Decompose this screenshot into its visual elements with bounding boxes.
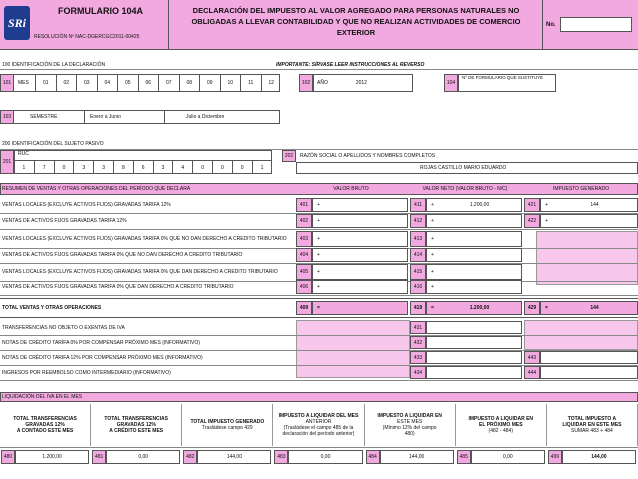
anio-value[interactable]: 2012 <box>355 80 367 86</box>
liq-value[interactable]: 144,00 <box>380 450 454 464</box>
row-label: VENTAS DE ACTIVOS FIJOS GRAVADAS TARIFA 0% QUE DAN DERECHO A CREDITO TRIBUTARIO <box>2 284 234 290</box>
code-201: 201 <box>0 150 14 174</box>
other-code: 433 <box>410 351 426 364</box>
liq-value[interactable]: 1.200,00 <box>15 450 89 464</box>
substitute-box[interactable] <box>458 74 556 92</box>
ruc-digit[interactable]: 3 <box>93 160 113 174</box>
other-label: NOTAS DE CRÉDITO TARIFA 12% POR COMPENSAR PRÓXIMO MES (INFORMATIVO) <box>2 354 203 361</box>
month-05[interactable]: 05 <box>117 74 138 92</box>
row-code: 405 <box>296 264 312 280</box>
liq-header-line: GRAVADAS 12% <box>116 422 156 428</box>
liq-header-line: LIQUIDAR EN ESTE MES <box>562 422 622 428</box>
row-code: 401 <box>296 198 312 212</box>
liq-header-line: IMPUESTO A LIQUIDAR EN <box>468 416 534 422</box>
ruc-digit[interactable]: 3 <box>153 160 173 174</box>
liq-header-band <box>0 392 638 402</box>
other-code: 434 <box>410 366 426 379</box>
ruc-digit[interactable]: 0 <box>212 160 232 174</box>
liq-header-line: (Trasládese el campo 485 de la <box>283 425 354 431</box>
month-09[interactable]: 09 <box>199 74 220 92</box>
semestre-label: SEMESTRE <box>30 114 58 120</box>
row-code: 412 <box>410 214 426 228</box>
row-imp-value[interactable]: 144 <box>552 198 638 212</box>
total-code: 419 <box>410 301 426 315</box>
row-label: VENTAS DE ACTIVOS FIJOS GRAVADAS TARIFA 12% <box>2 218 127 224</box>
liq-header-line: IMPUESTO A LIQUIDAR DEL MES <box>278 413 359 419</box>
row-bruto-sign[interactable]: + <box>312 248 408 262</box>
month-01[interactable]: 01 <box>35 74 56 92</box>
liq-header-col <box>547 404 638 446</box>
header-divider-2 <box>542 0 543 50</box>
liq-header-col <box>456 404 547 446</box>
row-imp-value[interactable] <box>552 214 638 228</box>
other-label: INGRESOS POR REEMBOLSO COMO INTERMEDIARIO (INFORMATIVO) <box>2 369 171 376</box>
row-bruto-sign[interactable]: + <box>312 198 408 212</box>
ruc-digit[interactable]: 3 <box>73 160 93 174</box>
liq-code: 499 <box>548 450 562 464</box>
anio-box <box>313 74 413 92</box>
row-imp-sign[interactable]: + <box>540 198 552 212</box>
other-imp-value[interactable] <box>540 366 638 379</box>
sri-logo-text: SRi <box>7 15 26 30</box>
row-code: 421 <box>524 198 540 212</box>
liq-header-line: EL PRÓXIMO MES <box>479 422 523 428</box>
total-label: TOTAL VENTAS Y OTRAS OPERACIONES <box>2 305 102 311</box>
no-input[interactable] <box>560 17 632 32</box>
col-impuesto: IMPUESTO GENERADO <box>552 186 610 192</box>
liq-header-line: Trasládese campo 429 <box>202 425 253 431</box>
liq-header-col <box>0 404 91 446</box>
code-102: 102 <box>299 74 313 92</box>
liq-header-line: A CONTADO ESTE MES <box>16 428 74 434</box>
code-103: 103 <box>0 110 14 124</box>
row-code: 404 <box>296 248 312 262</box>
row-neto-sign[interactable]: + <box>426 280 438 294</box>
other-value[interactable] <box>426 366 522 379</box>
total-code: 429 <box>524 301 540 315</box>
form-title: FORMULARIO 104A <box>58 6 144 16</box>
ruc-digit[interactable]: 4 <box>172 160 192 174</box>
liq-header-line: declaración del período anterior) <box>282 431 355 437</box>
other-label: NOTAS DE CRÉDITO TARIFA 0% POR COMPENSAR PRÓXIMO MES (INFORMATIVO) <box>2 339 200 346</box>
total-line-top <box>0 298 638 299</box>
liq-header-line: A CRÉDITO ESTE MES <box>109 428 164 434</box>
liq-header-col <box>365 404 456 446</box>
total-neto-value[interactable]: 1.200,00 <box>438 301 522 315</box>
row-neto-value[interactable] <box>438 280 522 294</box>
liq-code: 483 <box>274 450 288 464</box>
ruc-digit[interactable]: 7 <box>34 160 54 174</box>
ruc-digit[interactable]: 0 <box>232 160 252 174</box>
liq-value[interactable]: 144,00 <box>562 450 636 464</box>
row-bruto-sign[interactable]: + <box>312 214 408 228</box>
liq-value[interactable]: 0,00 <box>471 450 545 464</box>
liq-code: 480 <box>1 450 15 464</box>
month-06[interactable]: 06 <box>138 74 159 92</box>
liq-bottom-line <box>0 447 638 448</box>
liq-value[interactable]: 0,00 <box>288 450 362 464</box>
row-neto-value[interactable]: 1.200,00 <box>438 198 522 212</box>
sales-title: RESUMEN DE VENTAS Y OTRAS OPERACIONES DEL PERÍODO QUE DECLARA <box>2 186 191 192</box>
row-label: VENTAS LOCALES (EXCLUYE ACTIVOS FIJOS) GRAVADAS TARIFA 12% <box>2 202 171 208</box>
sri-logo <box>4 6 30 40</box>
liq-header-line: TOTAL IMPUESTO GENERADO <box>190 419 265 425</box>
pink-block-bruto <box>296 320 410 378</box>
month-08[interactable]: 08 <box>179 74 200 92</box>
other-value[interactable] <box>426 336 522 349</box>
other-value[interactable] <box>426 321 522 334</box>
liq-value[interactable]: 144,00 <box>197 450 271 464</box>
other-imp-value[interactable] <box>540 351 638 364</box>
liq-code: 484 <box>366 450 380 464</box>
row-neto-value[interactable] <box>438 231 522 247</box>
total-neto-sign[interactable]: = <box>426 301 438 315</box>
sec100-title: 100 IDENTIFICACIÓN DE LA DECLARACIÓN <box>2 62 106 68</box>
row-neto-sign[interactable]: + <box>426 248 438 262</box>
liq-header-col <box>273 404 364 446</box>
ruc-digit[interactable]: 8 <box>113 160 133 174</box>
sem-enero[interactable]: Enero a Junio <box>90 114 121 120</box>
sec200-title: 200 IDENTIFICACIÓN DEL SUJETO PASIVO <box>2 141 104 147</box>
row-neto-value[interactable] <box>438 264 522 280</box>
header-divider <box>168 0 169 50</box>
liq-header-line: ANTERIOR <box>305 419 332 425</box>
sem-divider-1 <box>84 110 85 124</box>
row-code: 406 <box>296 280 312 294</box>
row-code: 413 <box>410 231 426 247</box>
row-neto-value[interactable] <box>438 214 522 228</box>
total-bruto-sign[interactable]: = <box>312 301 408 315</box>
ruc-digit[interactable]: 1 <box>14 160 34 174</box>
mes-label: MES <box>18 80 29 86</box>
resolution-text: RESOLUCIÓN Nº NAC-DGERCGC2011-00425 <box>34 34 140 40</box>
code-101: 101 <box>0 74 14 92</box>
pink-block-impuesto <box>536 231 638 285</box>
sem-julio[interactable]: Julio a Diciembre <box>186 114 225 120</box>
row-neto-sign[interactable]: + <box>426 264 438 280</box>
row-label: VENTAS LOCALES (EXCLUYE ACTIVOS FIJOS) GRAVADAS TARIFA 0% QUE DAN DERECHO A CREDITO TRIBUTARIO <box>2 269 278 275</box>
liq-header-line: (482 - 484) <box>488 428 513 434</box>
month-12[interactable]: 12 <box>261 74 282 92</box>
month-10[interactable]: 10 <box>220 74 241 92</box>
month-02[interactable]: 02 <box>56 74 77 92</box>
ruc-digit[interactable]: 0 <box>192 160 212 174</box>
total-imp-value[interactable]: 144 <box>552 301 638 315</box>
row-code: 422 <box>524 214 540 228</box>
declaration-title: DECLARACIÓN DEL IMPUESTO AL VALOR AGREGADO PARA PERSONAS NATURALES NO OBLIGADAS A LLEVAR CONTABILIDAD Y QUE NO REALIZAN ACTIVIDADES DE COMERCIO EXTERIOR <box>191 6 521 37</box>
liq-header-col <box>182 404 273 446</box>
row-code: 415 <box>410 264 426 280</box>
liq-header-col <box>91 404 182 446</box>
other-code: 443 <box>524 351 540 364</box>
row-neto-sign[interactable]: + <box>426 198 438 212</box>
liq-code: 481 <box>92 450 106 464</box>
anio-label: AÑO <box>317 80 328 86</box>
razon-value[interactable]: ROJAS CASTILLO MARIO EDUARDO <box>420 165 507 171</box>
ruc-label: RUC <box>18 151 29 157</box>
other-code: 432 <box>410 336 426 349</box>
total-imp-sign[interactable]: = <box>540 301 552 315</box>
liq-header-line: 480) <box>404 431 415 437</box>
liq-header-line: TOTAL TRANSFERENCIAS <box>104 416 169 422</box>
liq-header-line: ESTE MES <box>396 419 423 425</box>
row-line <box>0 295 638 296</box>
total-code: 409 <box>296 301 312 315</box>
sem-divider-2 <box>164 110 165 124</box>
no-label: No. <box>546 22 556 28</box>
sec100-line <box>0 69 638 70</box>
month-03[interactable]: 03 <box>76 74 97 92</box>
liq-header-line: TOTAL IMPUESTO A <box>567 416 617 422</box>
liq-header-line: (Mínimo 12% del campo <box>382 425 437 431</box>
row-bruto-sign[interactable]: + <box>312 280 408 294</box>
row-imp-sign[interactable]: + <box>540 214 552 228</box>
row-neto-sign[interactable]: + <box>426 214 438 228</box>
liq-header-line: IMPUESTO A LIQUIDAR EN <box>377 413 442 419</box>
liq-header-line: GRAVADAS 12% <box>25 422 65 428</box>
month-11[interactable]: 11 <box>240 74 261 92</box>
liq-value[interactable]: 0,00 <box>106 450 180 464</box>
row-code: 414 <box>410 248 426 262</box>
liq-header-line: TOTAL TRANSFERENCIAS <box>13 416 77 422</box>
other-code: 431 <box>410 321 426 334</box>
col-bruto: VALOR BRUTO <box>333 186 369 192</box>
row-label: VENTAS LOCALES (EXCLUYE ACTIVOS FIJOS) GRAVADAS TARIFA 0% QUE NO DAN DERECHO A CREDITO TRIBUTARIO <box>2 236 287 242</box>
row-neto-value[interactable] <box>438 248 522 262</box>
row-line <box>0 229 638 230</box>
liq-header-line: SUMAR 483 + 484 <box>570 428 613 434</box>
month-04[interactable]: 04 <box>97 74 118 92</box>
liq-code: 485 <box>457 450 471 464</box>
row-bruto-sign[interactable]: + <box>312 231 408 247</box>
row-code: 403 <box>296 231 312 247</box>
important-note: IMPORTANTE: SÍRVASE LEER INSTRUCCIONES AL REVERSO <box>276 62 425 68</box>
ruc-digit[interactable]: 0 <box>54 160 74 174</box>
ruc-digit[interactable]: 1 <box>252 160 272 174</box>
substitute-label: Nº DE FORMULARIO QUE SUSTITUYE <box>462 75 544 80</box>
row-label: VENTAS DE ACTIVOS FIJOS GRAVADAS TARIFA 0% QUE NO DAN DERECHO A CREDITO TRIBUTARIO <box>2 252 243 258</box>
row-bruto-sign[interactable]: + <box>312 264 408 280</box>
col-neto: VALOR NETO (VALOR BRUTO - N/C) <box>422 186 508 192</box>
ruc-digit[interactable]: 6 <box>133 160 153 174</box>
total-line-bottom <box>0 317 638 318</box>
liq-code: 482 <box>183 450 197 464</box>
other-line <box>0 380 638 381</box>
month-07[interactable]: 07 <box>158 74 179 92</box>
liq-title: LIQUIDACIÓN DEL IVA EN EL MES <box>2 394 83 400</box>
row-code: 402 <box>296 214 312 228</box>
razon-label: RAZÓN SOCIAL O APELLIDOS Y NOMBRES COMPLETOS <box>300 153 436 159</box>
other-code: 444 <box>524 366 540 379</box>
row-code: 416 <box>410 280 426 294</box>
code-202: 202 <box>282 150 296 162</box>
row-neto-sign[interactable]: + <box>426 231 438 247</box>
other-value[interactable] <box>426 351 522 364</box>
other-label: TRANSFERENCIAS NO OBJETO O EXENTAS DE IVA <box>2 324 125 331</box>
row-code: 411 <box>410 198 426 212</box>
code-104: 104 <box>444 74 458 92</box>
